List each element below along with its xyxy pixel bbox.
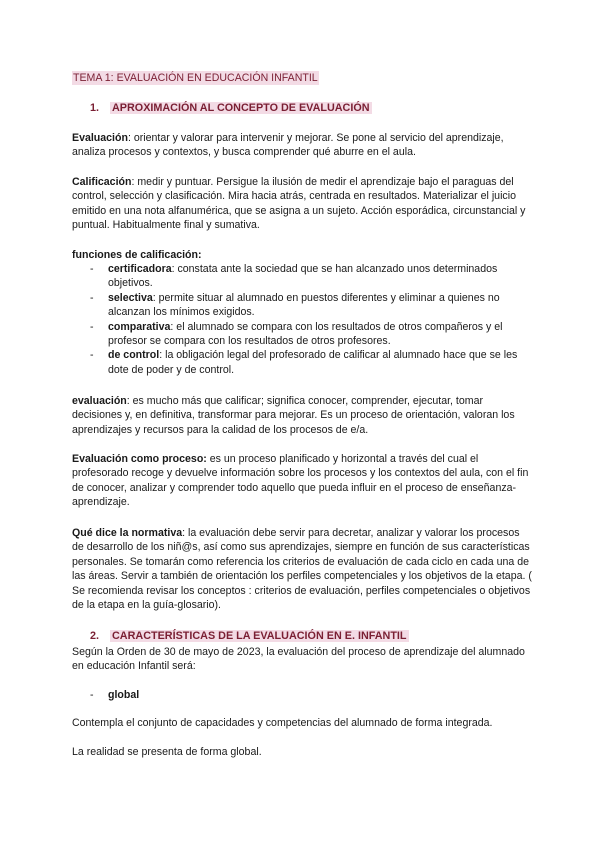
term-evaluacion: Evaluación [72,132,128,144]
list-item: - de control: la obligación legal del profesorado de calificar al alumnado hace que se les dote de poder y de control. [90,349,518,376]
caracteristicas-list [72,688,532,702]
section-2-number: 2. [90,630,100,642]
text-calificacion: : medir y puntuar. Persigue la ilusión de medir el aprendizaje bajo el paraguas del control, selección y clasificación. Mira hacia atrás, centrada en resultados. Materializar el juicio emitido en una nota alfanumérica, que se asigna a un sujeto. Acción esporádica, circunstancial y puntual. Habitualmente final y sumativa. [72,176,526,232]
paragraph-evaluacion [72,131,532,160]
term-calificacion: Calificación [72,176,132,188]
section-2-heading [90,629,409,643]
paragraph-normativa: Qué dice la normativa: la evaluación debe servir para decretar, analizar y valorar los procesos de desarrollo de los niñ@s, así como sus aprendizajes, siempre en función de sus características personales. Se tomarán como referencia los criterios de evaluación de cada ciclo en cada una de las áreas. Servir a también de orientación los perfiles competenciales y los objetivos de la etapa. ( Se recomienda revisar los conceptos : criterios de evaluación, perfiles competenciales o objetivos de la etapa en la guía-glosario). [72,527,532,612]
list-item: - selectiva: permite situar al alumnado en puestos diferentes y eliminar a quienes no alcanzan los mínimos exigidos. [90,291,500,319]
list-item-global: - global [90,689,140,701]
funciones-list [72,262,532,377]
document-title: TEMA 1: EVALUACIÓN EN EDUCACIÓN INFANTIL [73,72,318,84]
paragraph-proceso: Evaluación como proceso: es un proceso planificado y horizontal a través del cual el profesorado recoge y devuelve información sobre los procesos y los contextos del aula, con el fin de conocer, analizar y comprender todo aquello que pueda influir en el proceso de enseñanza- aprendizaje. [72,453,529,509]
section-1-heading [90,101,372,115]
list-item: - comparativa: el alumnado se compara con los resultados de otros compañeros y el profesor se compara con los resultados de otros profesores. [90,320,503,348]
paragraph-orden: Según la Orden de 30 de mayo de 2023, la evaluación del proceso de aprendizaje del alumnado en educación Infantil será: [72,646,525,673]
paragraph-contempla: Contempla el conjunto de capacidades y competencias del alumnado de forma integrada. [72,717,493,729]
paragraph-evaluacion-2: evaluación: es mucho más que calificar; significa conocer, comprender, ejecutar, tomar decisiones y, en definitiva, transformar para mejorar. Es un proceso de orientación, valoran los aprendizajes y recursos para la calidad de los procesos de e/a. [72,395,515,436]
paragraph-realidad: La realidad se presenta de forma global. [72,746,262,758]
funciones-heading: funciones de calificación: [72,249,202,261]
text-evaluacion: : orientar y valorar para intervenir y mejorar. Se pone al servicio del aprendizaje, analiza procesos y contextos, y busca comprender qué aburre en el aula. [72,132,504,159]
section-1-title: APROXIMACIÓN AL CONCEPTO DE EVALUACIÓN [112,102,370,114]
paragraph-calificacion [72,175,532,233]
list-item: - certificadora: constata ante la sociedad que se han alcanzado unos determinados objetivos. [90,263,498,290]
section-1-number: 1. [90,102,100,114]
section-2-title: CARACTERÍSTICAS DE LA EVALUACIÓN EN E. INFANTIL [112,630,407,642]
